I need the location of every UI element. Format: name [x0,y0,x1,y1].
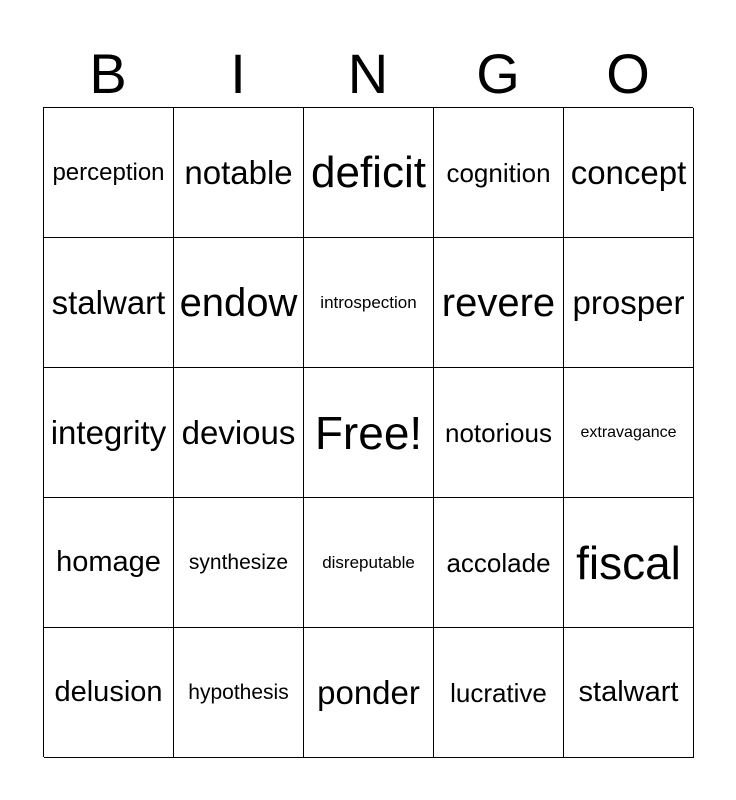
header-letter-n: N [347,42,389,105]
bingo-cell: fiscal [564,498,694,628]
bingo-cell: stalwart [44,238,174,368]
bingo-cell: notable [174,108,304,238]
free-space-cell: Free! [304,368,434,498]
bingo-cell: revere [434,238,564,368]
bingo-cell: prosper [564,238,694,368]
bingo-cell: deficit [304,108,434,238]
bingo-cell: hypothesis [174,628,304,758]
bingo-cell: accolade [434,498,564,628]
bingo-cell: lucrative [434,628,564,758]
bingo-cell: introspection [304,238,434,368]
header-letter-o: O [606,42,650,105]
bingo-cell: concept [564,108,694,238]
bingo-cell: extravagance [564,368,694,498]
bingo-cell: cognition [434,108,564,238]
bingo-cell: disreputable [304,498,434,628]
header-letter-i: I [230,42,246,105]
header-letter-b: B [89,42,127,105]
bingo-cell: homage [44,498,174,628]
bingo-cell: ponder [304,628,434,758]
bingo-header [43,38,693,108]
bingo-board [43,107,693,757]
bingo-cell: stalwart [564,628,694,758]
bingo-cell: perception [44,108,174,238]
bingo-cell: devious [174,368,304,498]
header-letter-g: G [476,42,520,105]
bingo-cell: notorious [434,368,564,498]
bingo-cell: synthesize [174,498,304,628]
bingo-cell: integrity [44,368,174,498]
bingo-cell: endow [174,238,304,368]
bingo-cell: delusion [44,628,174,758]
